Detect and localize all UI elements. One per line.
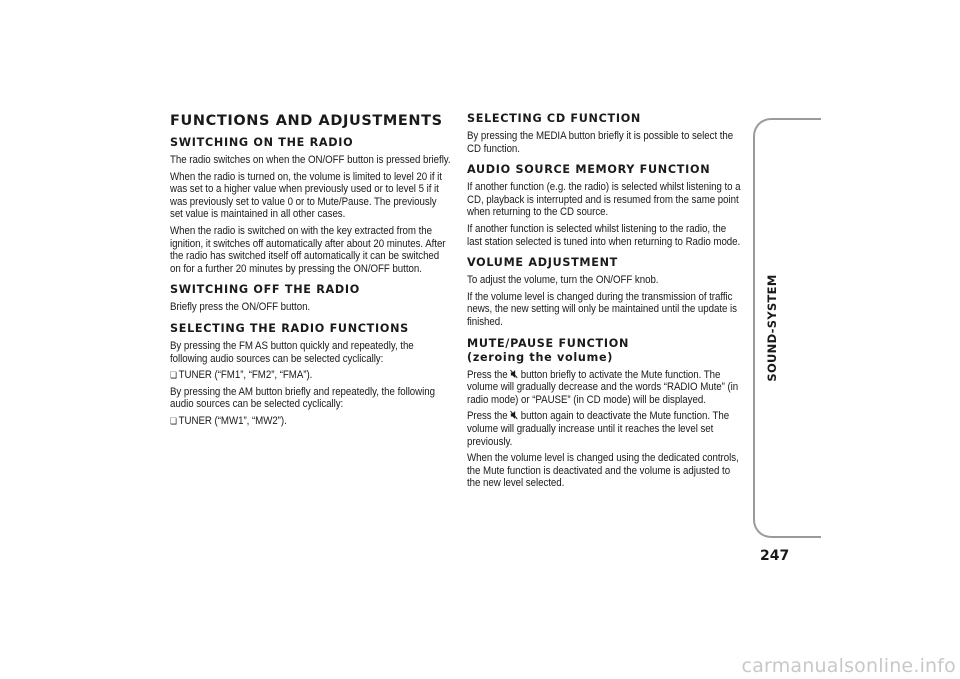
paragraph: If another function (e.g. the radio) is selected whilst listening to a CD, playback is interrupted and is resumed from the same point when returning to the CD source.: [467, 181, 741, 219]
section-title-mute-sub: (zeroing the volume): [467, 350, 614, 364]
bullet-text: TUNER (“MW1”, “MW2”).: [178, 414, 287, 427]
paragraph: [467, 369, 742, 407]
paragraph: To adjust the volume, turn the ON/OFF knob.: [467, 274, 659, 287]
right-column: [467, 112, 743, 494]
section-tab-label: SOUND-SYSTEM: [765, 274, 779, 382]
paragraph: By pressing the FM AS button quickly and repeatedly, the following audio sources can be selected cyclically:: [170, 339, 414, 365]
section-title-switching-on: SWITCHING ON THE RADIO: [170, 136, 354, 149]
paragraph: [467, 410, 742, 448]
section-title-mute-main: MUTE/PAUSE FUNCTION: [467, 336, 630, 350]
section-title-switching-off: SWITCHING OFF THE RADIO: [170, 283, 360, 297]
text-run: Press the: [467, 368, 511, 381]
paragraph: If the volume level is changed during the transmission of traffic news, the new setting will only be maintained until the update is finished.: [467, 290, 737, 328]
section-title-mute: [467, 337, 743, 365]
paragraph: When the radio is switched on with the key extracted from the ignition, it switches off automatically after about 20 minutes. After the radio has switched itself off automatically it can be switched on for a further 20 minutes by pressing the ON/OFF button.: [170, 224, 446, 275]
section-tab: [753, 118, 821, 538]
paragraph: By pressing the AM button briefly and repeatedly, the following audio sources can be selected cyclically:: [170, 385, 435, 411]
page-title: FUNCTIONS AND ADJUSTMENTS: [170, 113, 443, 129]
section-title-volume: VOLUME ADJUSTMENT: [467, 256, 619, 270]
watermark: carmanualsonline.info: [741, 655, 956, 677]
text-run: button again to deactivate the Mute function. The volume will gradually increase until it reaches the level set previously.: [467, 410, 730, 448]
paragraph: When the radio is turned on, the volume is limited to level 20 if it was set to a higher value when previously used or to level 5 if it was previously set to value 0 or to Mute/Pause. The previously set value is maintained in all other cases.: [170, 170, 442, 221]
left-column: [170, 112, 452, 432]
paragraph: The radio switches on when the ON/OFF button is pressed briefly.: [170, 154, 451, 166]
section-title-audio-memory: AUDIO SOURCE MEMORY FUNCTION: [467, 163, 711, 177]
bullet-text: TUNER (“FM1”, “FM2”, “FMA”).: [178, 369, 313, 382]
bullet-item: [170, 415, 451, 428]
text-run: button briefly to activate the Mute function. The volume will gradually decrease and the words “RADIO Mute” (in radio mode) or “PAUSE” (in CD mode) will be displayed.: [467, 368, 739, 406]
section-title-cd-function: SELECTING CD FUNCTION: [467, 112, 641, 125]
paragraph: If another function is selected whilst listening to the radio, the last station selected is tuned into when returning to Radio mode.: [467, 222, 741, 248]
paragraph: Briefly press the ON/OFF button.: [170, 301, 311, 314]
paragraph: When the volume level is changed using the dedicated controls, the Mute function is deactivated and the volume is adjusted to the new level selected.: [467, 452, 739, 490]
bullet-item: [170, 369, 451, 382]
paragraph: By pressing the MEDIA button briefly it is possible to select the CD function.: [467, 130, 734, 155]
section-title-radio-functions: SELECTING THE RADIO FUNCTIONS: [170, 321, 409, 335]
text-run: Press the: [467, 410, 511, 423]
page-number: 247: [760, 548, 790, 564]
